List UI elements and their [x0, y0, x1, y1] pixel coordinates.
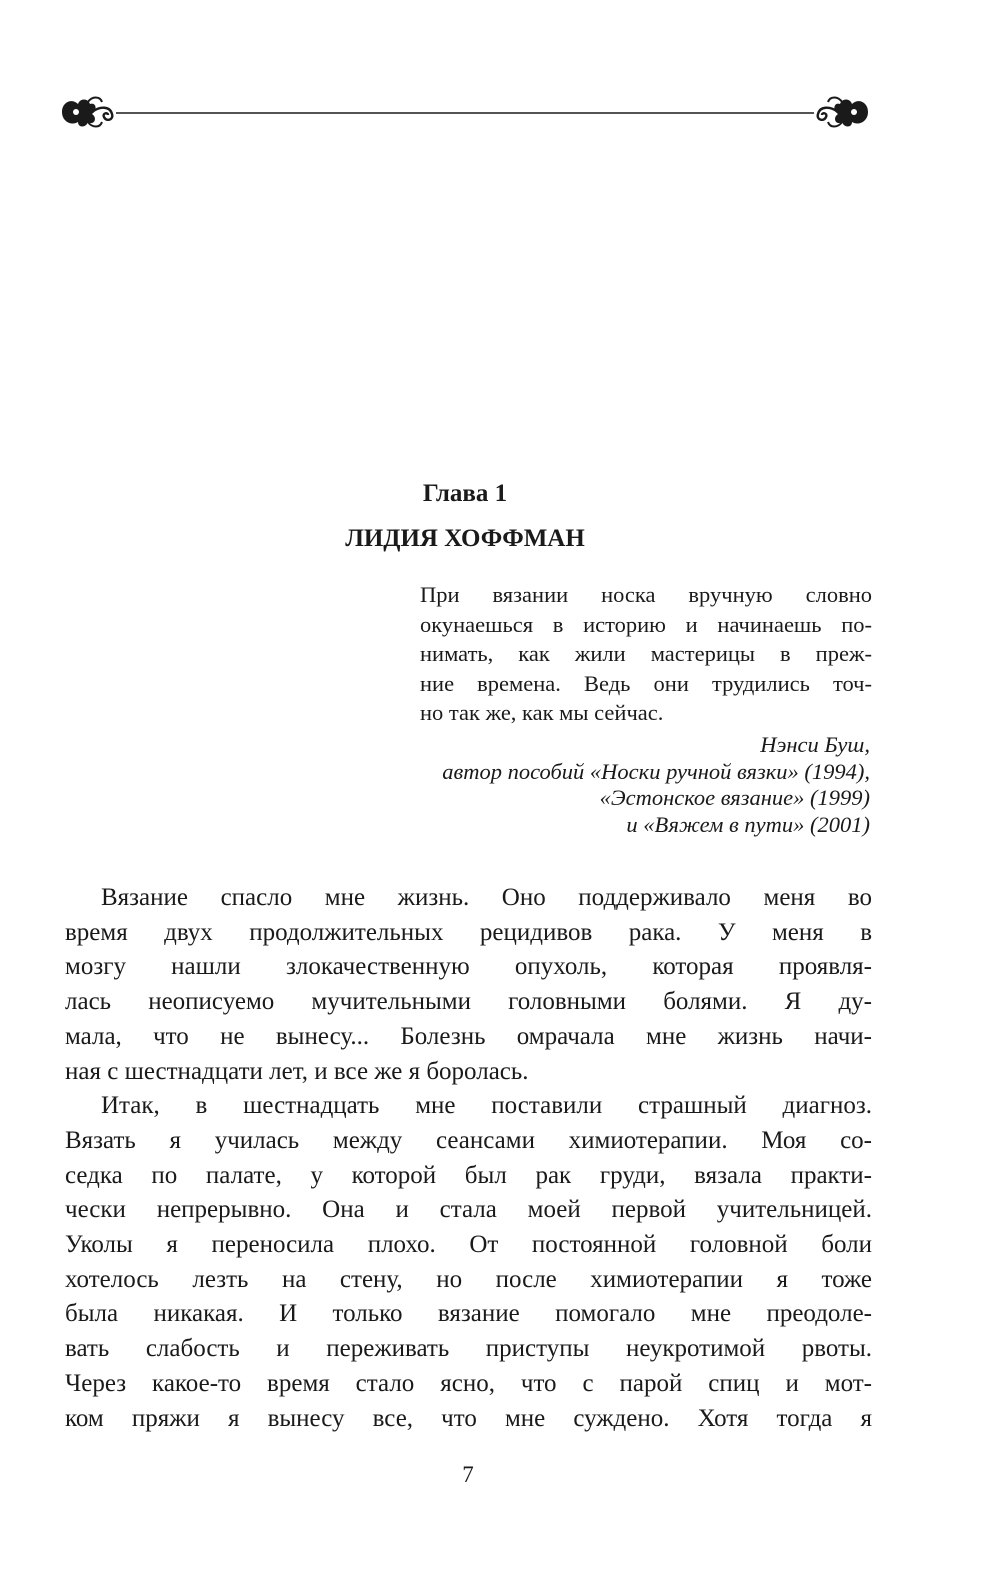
- text-line: была никакая. И только вязание помогало мне преодоле-: [65, 1300, 872, 1328]
- epigraph-line: окунаешься в историю и начинаешь по-: [420, 611, 872, 637]
- text-line: Через какое-то время стало ясно, что с парой спиц и мот-: [65, 1369, 872, 1397]
- text-line: время двух продолжительных рецидивов рака. У меня в: [65, 918, 872, 946]
- text-line: Уколы я переносила плохо. От постоянной головной боли: [65, 1231, 872, 1259]
- text-line: Вязать я училась между сеансами химиотерапии. Моя со-: [65, 1126, 872, 1154]
- attribution-line: автор пособий «Носки ручной вязки» (1994),: [442, 758, 870, 784]
- paragraph: [65, 881, 872, 1089]
- text-line: седка по палате, у которой был рак груди, вязала практи-: [65, 1161, 872, 1189]
- attribution-line: «Эстонское вязание» (1999): [599, 785, 870, 810]
- chapter-title: ЛИДИЯ ХОФФМАН: [345, 525, 585, 552]
- ornamental-header-rule: [58, 92, 872, 132]
- epigraph-line: ние времена. Ведь они трудились точ-: [420, 670, 872, 696]
- text-line: Вязание спасло мне жизнь. Оно поддерживало меня во: [101, 884, 872, 911]
- left-flourish-icon: [62, 98, 112, 127]
- text-line: ная с шестнадцати лет, и все же я боролась.: [65, 1057, 529, 1085]
- text-line: лась неописуемо мучительными головными болями. Я ду-: [65, 988, 872, 1016]
- chapter-number: Глава 1: [422, 480, 508, 507]
- epigraph: [420, 580, 872, 728]
- epigraph-line: но так же, как мы сейчас.: [420, 700, 664, 725]
- text-line: мозгу нашли злокачественную опухоль, которая проявля-: [65, 953, 872, 981]
- text-line: Итак, в шестнадцать мне поставили страшный диагноз.: [101, 1092, 872, 1120]
- text-line: вать слабость и переживать приступы неукротимой рвоты.: [65, 1335, 872, 1363]
- attribution-line: и «Вяжем в пути» (2001): [626, 811, 870, 837]
- epigraph-line: При вязании носка вручную словно: [420, 582, 872, 607]
- epigraph-attribution: [442, 732, 870, 838]
- right-flourish-icon: [818, 98, 868, 127]
- text-line: хотелось лезть на стену, но после химиотерапии я тоже: [65, 1265, 872, 1293]
- epigraph-line: нимать, как жили мастерицы в преж-: [420, 641, 872, 666]
- paragraph: [65, 1089, 872, 1436]
- body-text: [65, 881, 872, 1436]
- attribution-line: Нэнси Буш,: [760, 732, 870, 757]
- text-line: чески непрерывно. Она и стала моей первой учительницей.: [65, 1196, 872, 1224]
- text-line: мала, что не вынесу... Болезнь омрачала мне жизнь начи-: [65, 1022, 872, 1050]
- page-number: 7: [462, 1462, 474, 1487]
- text-line: ком пряжи я вынесу все, что мне суждено. Хотя тогда я: [65, 1404, 872, 1432]
